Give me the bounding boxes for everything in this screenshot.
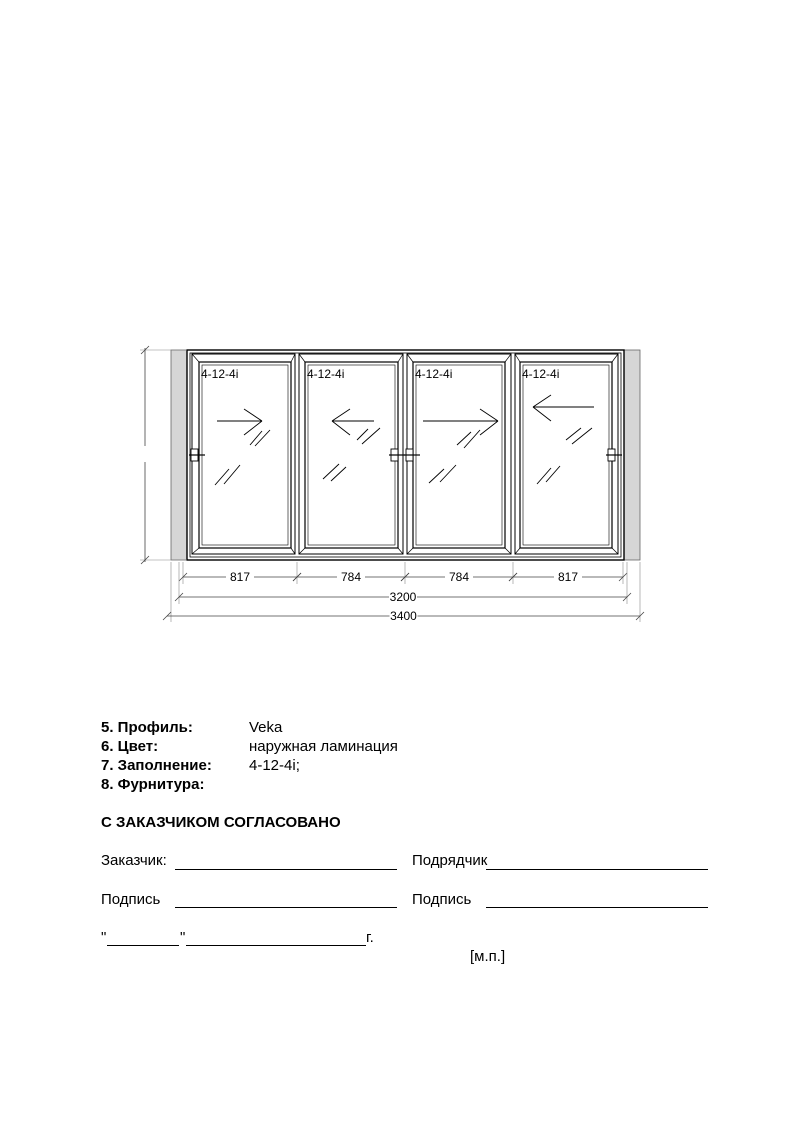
spec-row-color [101,737,398,756]
dim-sash-label: 784 [448,570,470,584]
date-year-suffix: г. [366,929,374,946]
dim-inner-total-label: 3200 [389,590,417,604]
wall-left [171,350,187,560]
dim-sash-label: 817 [557,570,579,584]
date-close-quote: " [180,929,186,946]
spec-value: наружная ламинация [249,738,398,755]
glazing-label: 4-12-4i [522,367,560,381]
signature-right-line [486,907,708,908]
customer-label: Заказчик: [101,852,167,869]
spec-value: 4-12-4i; [249,757,300,774]
spec-row-profile [101,718,398,737]
spec-label: 7. Заполнение: [101,757,212,774]
date-open-quote: " [101,929,107,946]
signature-left-label: Подпись [101,891,161,908]
stamp-placeholder: [м.п.] [470,948,506,965]
contractor-label: Подрядчик [412,852,488,869]
spec-label: 8. Фурнитура: [101,776,205,793]
date-month-line [186,945,366,946]
dim-label-bg [129,446,161,462]
wall-right [624,350,640,560]
spec-list [101,718,398,794]
spec-row-hardware [101,775,398,794]
agreement-heading: С ЗАКАЗЧИКОМ СОГЛАСОВАНО [101,814,341,831]
dim-sash-label: 784 [340,570,362,584]
spec-value: Veka [249,719,283,736]
customer-line [175,869,397,870]
spec-row-filling [101,756,398,775]
spec-label: 6. Цвет: [101,738,159,755]
glazing-label: 4-12-4i [415,367,453,381]
dim-sash-label: 817 [229,570,251,584]
signature-right-label: Подпись [412,891,472,908]
spec-label: 5. Профиль: [101,719,193,736]
dim-overall-total-label: 3400 [390,609,417,623]
glazing-label: 4-12-4i [201,367,239,381]
signature-left-line [175,907,397,908]
glazing-label: 4-12-4i [307,367,345,381]
contractor-line [486,869,708,870]
date-day-line [107,945,179,946]
